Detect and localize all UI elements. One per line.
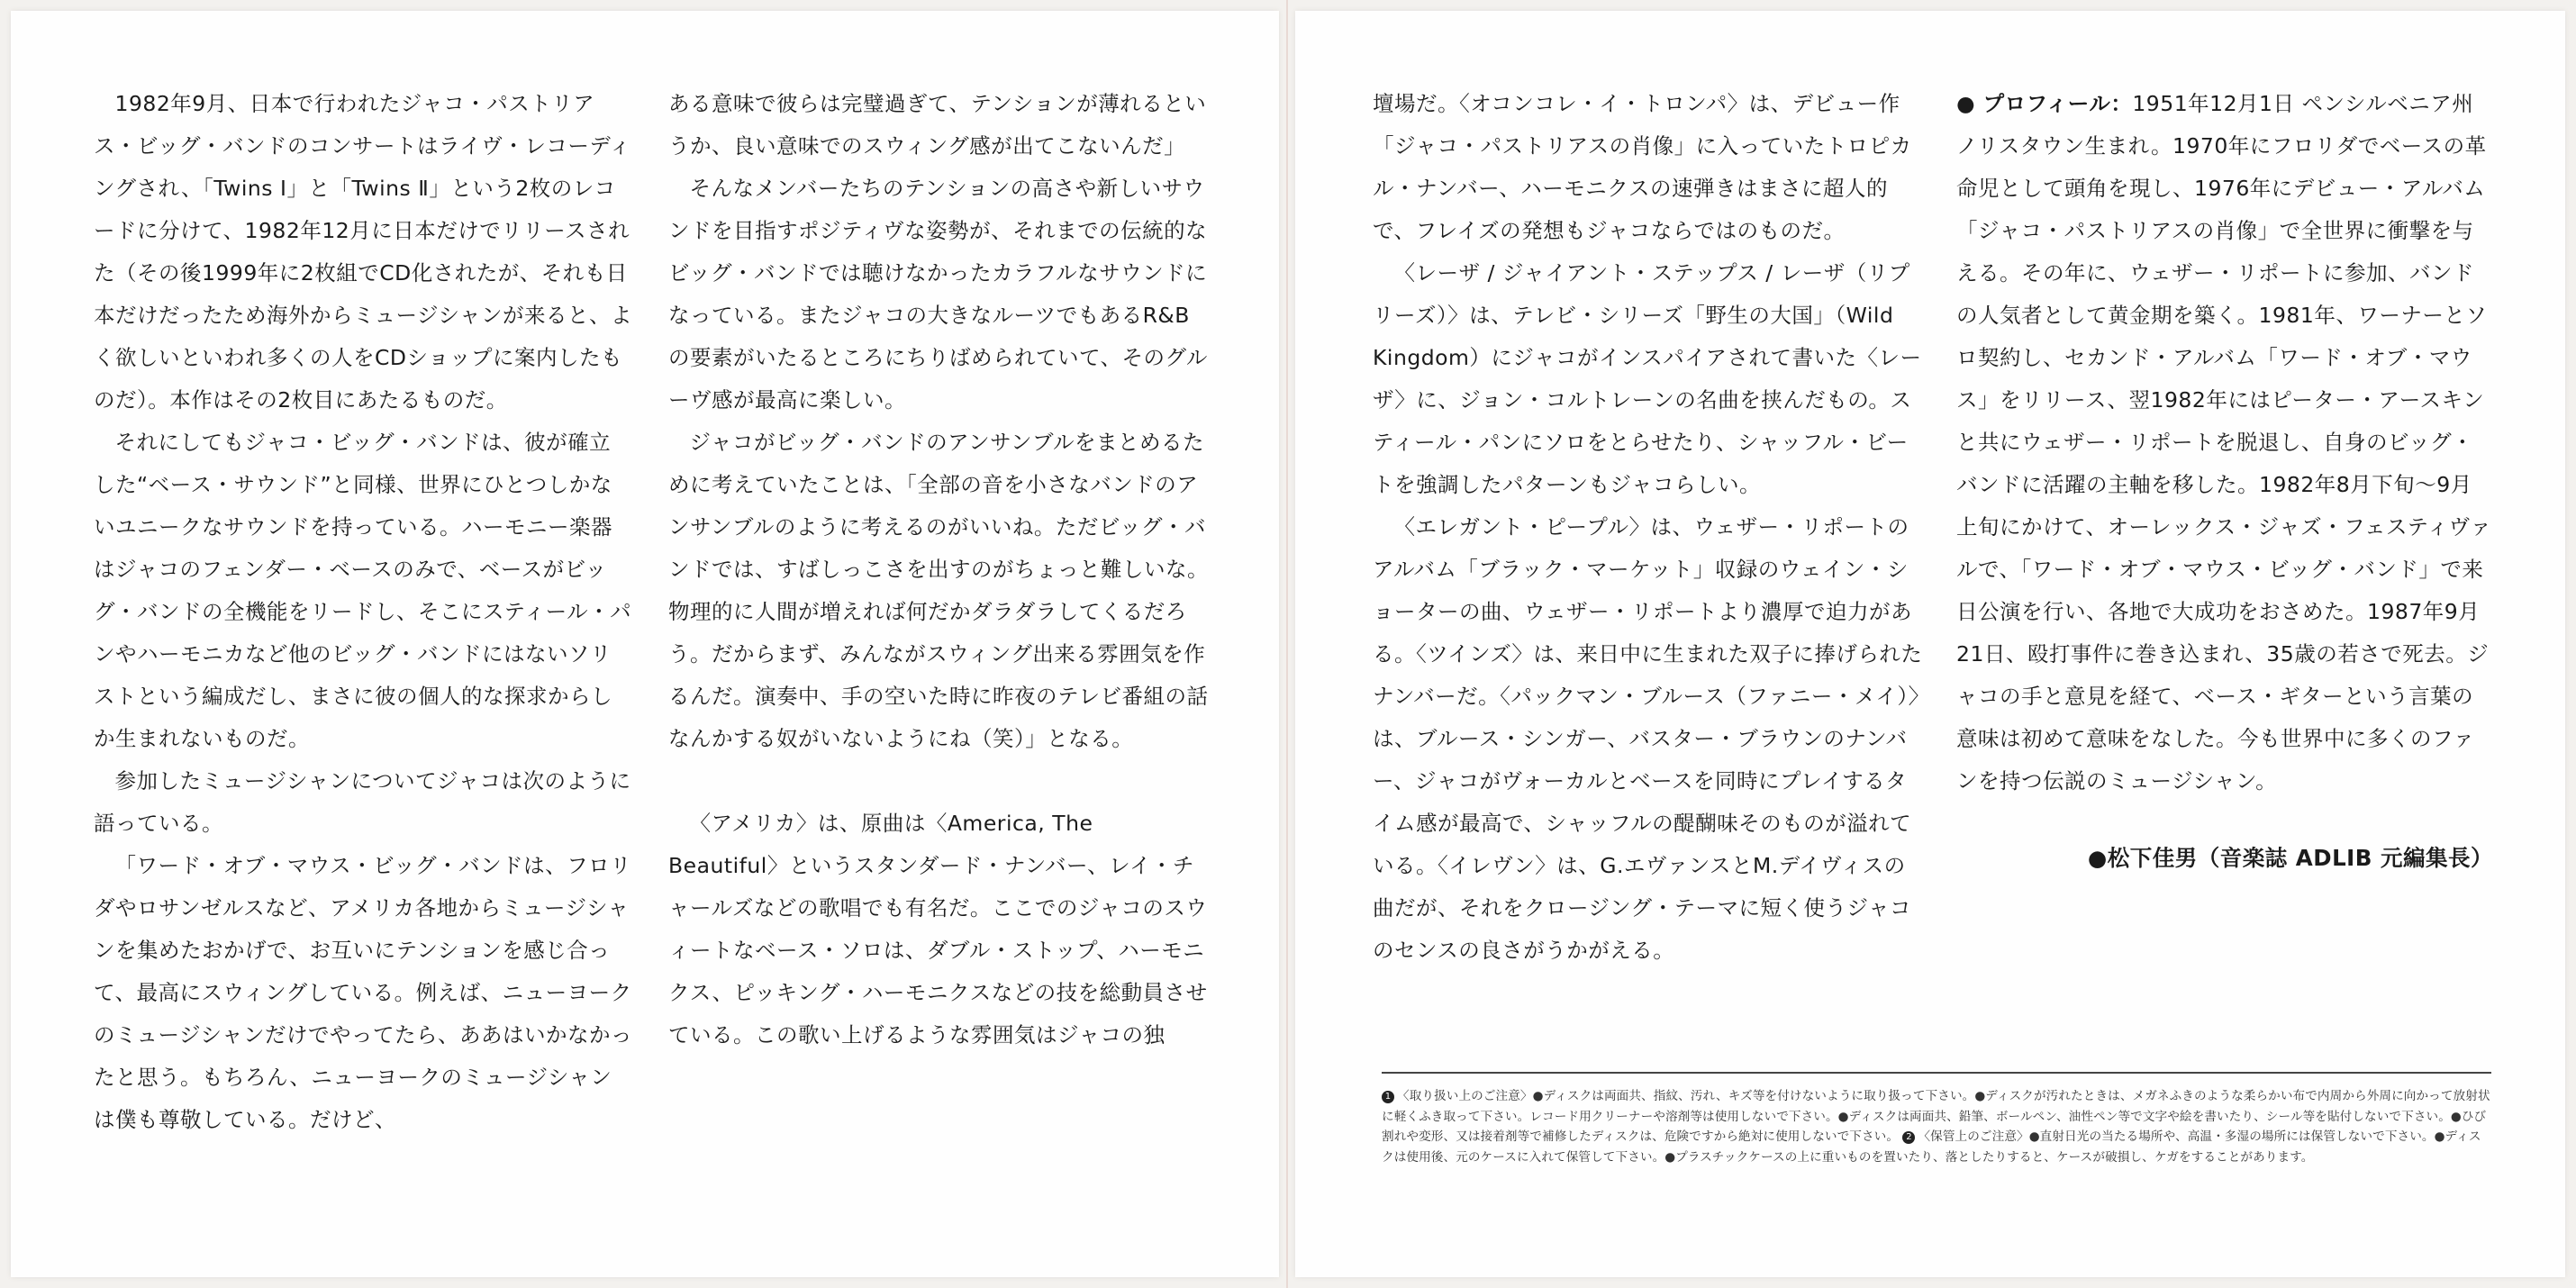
paragraph-quote: 「ワード・オブ・マウス・ビッグ・バンドは、フロリダやロサンゼルスなど、アメリカ各地からミュージシャンを集めたおかげで、お互いにテンションを感じ合って、最高にスウィングしている。例えば、ニューヨークのミュージシャンだけでやってたら、ああはいかなかったと思う。もちろん、ニューヨークのミュージシャンは僕も尊敬している。だけど、: [94, 853, 633, 1132]
paragraph-quote-cont: ある意味で彼らは完璧過ぎて、テンションが薄れるというか、良い意味でのスウィング感が出てこないんだ」: [668, 91, 1207, 159]
notice-number-2: 2: [1902, 1131, 1915, 1144]
text-column-1: [94, 83, 632, 1141]
profile-paragraph: [1956, 83, 2493, 803]
handling-notice-text: 〈取り扱い上のご注意〉●ディスクは両面共、指紋、汚れ、キズ等を付けないように取り扱って下さい。●ディスクが汚れたときは、メガネふきのような柔らかい布で内周から外周に向かって放射状に軽くふき取って下さい。レコード用クリーナーや溶剤等は使用しないで下さい。●ディスクは両面共、鉛筆、ボールペン、油性ペン等で文字や絵を書いたり、シール等を貼付しないで下さい。●ひび割れや変形、又は接着剤等で補修したディスクは、危険ですから絶対に使用しないで下さい。: [1382, 1089, 2490, 1144]
disc-handling-notice: [1382, 1072, 2491, 1211]
notice-number-1: 1: [1382, 1091, 1394, 1103]
text-column-3: [1373, 83, 1924, 972]
profile-heading: ● プロフィール：: [1956, 91, 2133, 116]
author-credit: ●松下佳男（音楽誌 ADLIB 元編集長）: [2087, 845, 2493, 871]
paragraph-intro: 1982年9月、日本で行われたジャコ・パストリアス・ビッグ・バンドのコンサートはライヴ・レコーディングされ、「Twins Ⅰ」と「Twins Ⅱ」という2枚のレコードに分けて、1982年12月に日本だけでリリースされた（その後1999年に2枚組でCD化されたが、それも日本だけだったため海外からミュージシャンが来ると、よく欲しいといわれ多くの人をCDショップに案内したものだ）。本作はその2枚目にあたるものだ。: [94, 91, 633, 413]
text-column-2: [668, 83, 1209, 1057]
profile-text: 1951年12月1日 ペンシルベニア州ノリスタウン生まれ。1970年にフロリダでベースの革命児として頭角を現し、1976年にデビュー・アルバム「ジャコ・パストリアスの肖像」で全世界に衝撃を与える。その年に、ウェザー・リポートに参加、バンドの人気者として黄金期を築く。1981年、ワーナーとソロ契約し、セカンド・アルバム「ワード・オブ・マウス」をリリース、翌1982年にはピーター・アースキンと共にウェザー・リポートを脱退し、自身のビッグ・バンドに活躍の主軸を移した。1982年8月下旬〜9月上旬にかけて、オーレックス・ジャズ・フェスティヴァルで、「ワード・オブ・マウス・ビッグ・バンド」で来日公演を行い、各地で大成功をおさめた。1987年9月21日、殴打事件に巻き込まれ、35歳の若さで死去。ジャコの手と意見を経て、ベース・ギターという言葉の意味は初めて意味をなした。今も世界中に多くのファンを持つ伝説のミュージシャン。: [1956, 91, 2492, 794]
paragraph-elegant-people: 〈エレガント・ピープル〉は、ウェザー・リポートのアルバム「ブラック・マーケット」収録のウェイン・ショーターの曲、ウェザー・リポートより濃厚で迫力がある。〈ツインズ〉は、来日中に生まれた双子に捧げられたナンバーだ。〈パックマン・ブルース（ファニー・メイ）〉は、ブルース・シンガー、バスター・ブラウンのナンバー、ジャコがヴォーカルとベースを同時にプレイするタイム感が最高で、シャッフルの醍醐味そのものが溢れている。〈イレヴン〉は、G.エヴァンスとM.デイヴィスの曲だが、それをクロージング・テーマに短く使うジャコのセンスの良さがうかがえる。: [1373, 514, 1923, 963]
text-column-profile: [1956, 83, 2493, 879]
paragraph-okonkole: 壇場だ。〈オコンコレ・イ・トロンパ〉は、デビュー作「ジャコ・パストリアスの肖像」に入っていたトロピカル・ナンバー、ハーモニクスの速弾きはまさに超人的で、フレイズの発想もジャコならではのものだ。: [1373, 91, 1912, 243]
page-fold: [1286, 0, 1288, 1288]
paragraph-musicians: 参加したミュージシャンについてジャコは次のように語っている。: [94, 768, 631, 836]
paragraph-ensemble: ジャコがビッグ・バンドのアンサンブルをまとめるために考えていたことは、「全部の音を小さなバンドのアンサンブルのように考えるのがいいね。ただビッグ・バンドでは、すばしっこさを出すのがちょっと難しいな。物理的に人間が増えれば何だかダラダラしてくるだろう。だからまず、みんながスウィング出来る雰囲気を作るんだ。演奏中、手の空いた時に昨夜のテレビ番組の話なんかする奴がいないようにね（笑）」となる。: [668, 430, 1209, 751]
paragraph-america: 〈アメリカ〉は、原曲は〈America, The Beautiful〉というスタンダード・ナンバー、レイ・チャールズなどの歌唱でも有名だ。ここでのジャコのスウィートなベース・ソロは、ダブル・ストップ、ハーモニクス、ピッキング・ハーモニクスなどの技を総動員させている。この歌い上げるような雰囲気はジャコの独: [668, 811, 1208, 1048]
paragraph-spacer: [668, 760, 1209, 803]
paragraph-sound: それにしてもジャコ・ビッグ・バンドは、彼が確立した“ベース・サウンド”と同様、世界にひとつしかないユニークなサウンドを持っている。ハーモニー楽器はジャコのフェンダー・ベースのみで、ベースがビッグ・バンドの全機能をリードし、そこにスティール・パンやハーモニカなど他のビッグ・バンドにはないソリストという編成だし、まさに彼の個人的な探求からしか生まれないものだ。: [94, 430, 632, 751]
paragraph-reza: 〈レーザ / ジャイアント・ステップス / レーザ（リプリーズ）〉は、テレビ・シリーズ「野生の大国」（Wild Kingdom）にジャコがインスパイアされて書いた〈レーザ〉に、ジョン・コルトレーンの名曲を挟んだもの。スティール・パンにソロをとらせたり、シャッフル・ビートを強調したパターンもジャコらしい。: [1373, 260, 1922, 497]
storage-notice-text: 〈保管上のご注意〉●直射日光の当たる場所や、高温・多湿の場所には保管しないで下さい。●ディスクは使用後、元のケースに入れて保管して下さい。●プラスチックケースの上に重いものを置いたり、落としたりすると、ケースが破損し、ケガをすることがあります。: [1382, 1129, 2481, 1165]
paragraph-tension: そんなメンバーたちのテンションの高さや新しいサウンドを目指すポジティヴな姿勢が、それまでの伝統的なビッグ・バンドでは聴けなかったカラフルなサウンドになっている。またジャコの大きなルーツでもあるR&Bの要素がいたるところにちりばめられていて、そのグルーヴ感が最高に楽しい。: [668, 176, 1208, 413]
